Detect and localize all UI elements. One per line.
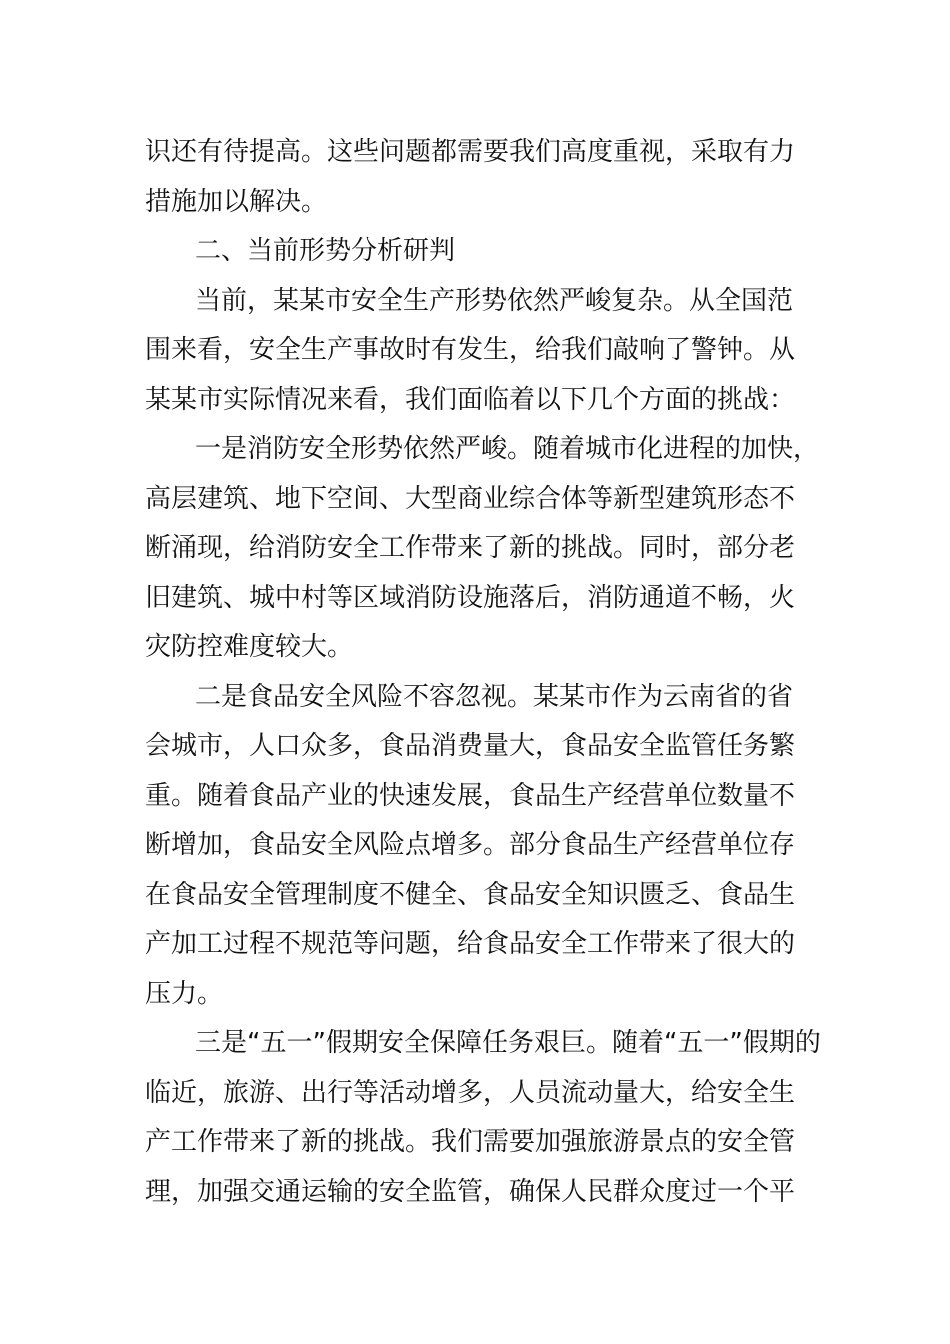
section-heading: 二、当前形势分析研判 (195, 236, 456, 266)
text-line-18: 压力。 (145, 978, 224, 1009)
text-line-21: 产工作带来了新的挑战。我们需要加强旅游景点的安全管 (145, 1127, 796, 1157)
text-line-7: 一是消防安全形势依然严峻。随着城市化进程的加快， (195, 434, 820, 464)
text-line-10: 旧建筑、城中村等区域消防设施落后，消防通道不畅，火 (145, 582, 796, 613)
text-line-17: 产加工过程不规范等问题，给食品安全工作带来了很大的 (145, 929, 796, 959)
text-line-8: 高层建筑、地下空间、大型商业综合体等新型建筑形态不 (145, 483, 796, 514)
text-line-4: 当前，某某市安全生产形势依然严峻复杂。从全国范 (195, 285, 794, 316)
text-line-22: 理，加强交通运输的安全监管，确保人民群众度过一个平 (145, 1176, 796, 1207)
text-line-2: 措施加以解决。 (145, 186, 328, 217)
text-line-6: 某某市实际情况来看，我们面临着以下几个方面的挑战： (145, 384, 796, 415)
text-line-1: 识还有待提高。这些问题都需要我们高度重视，采取有力 (145, 137, 796, 167)
text-line-9: 断涌现，给消防安全工作带来了新的挑战。同时，部分老 (145, 533, 796, 563)
text-line-19: 三是“五一”假期安全保障任务艰巨。随着“五一”假期的 (195, 1028, 821, 1058)
text-line-5: 围来看，安全生产事故时有发生，给我们敲响了警钟。从 (145, 335, 796, 365)
text-line-20: 临近，旅游、出行等活动增多，人员流动量大，给安全生 (145, 1077, 796, 1108)
text-line-16: 在食品安全管理制度不健全、食品安全知识匮乏、食品生 (145, 879, 796, 910)
text-line-14: 重。随着食品产业的快速发展，食品生产经营单位数量不 (145, 780, 796, 811)
text-line-11: 灾防控难度较大。 (145, 632, 354, 662)
text-line-13: 会城市，人口众多，食品消费量大，食品安全监管任务繁 (145, 731, 796, 761)
text-line-12: 二是食品安全风险不容忽视。某某市作为云南省的省 (195, 681, 794, 712)
text-line-15: 断增加，食品安全风险点增多。部分食品生产经营单位存 (145, 830, 796, 860)
body-text (145, 128, 835, 1217)
